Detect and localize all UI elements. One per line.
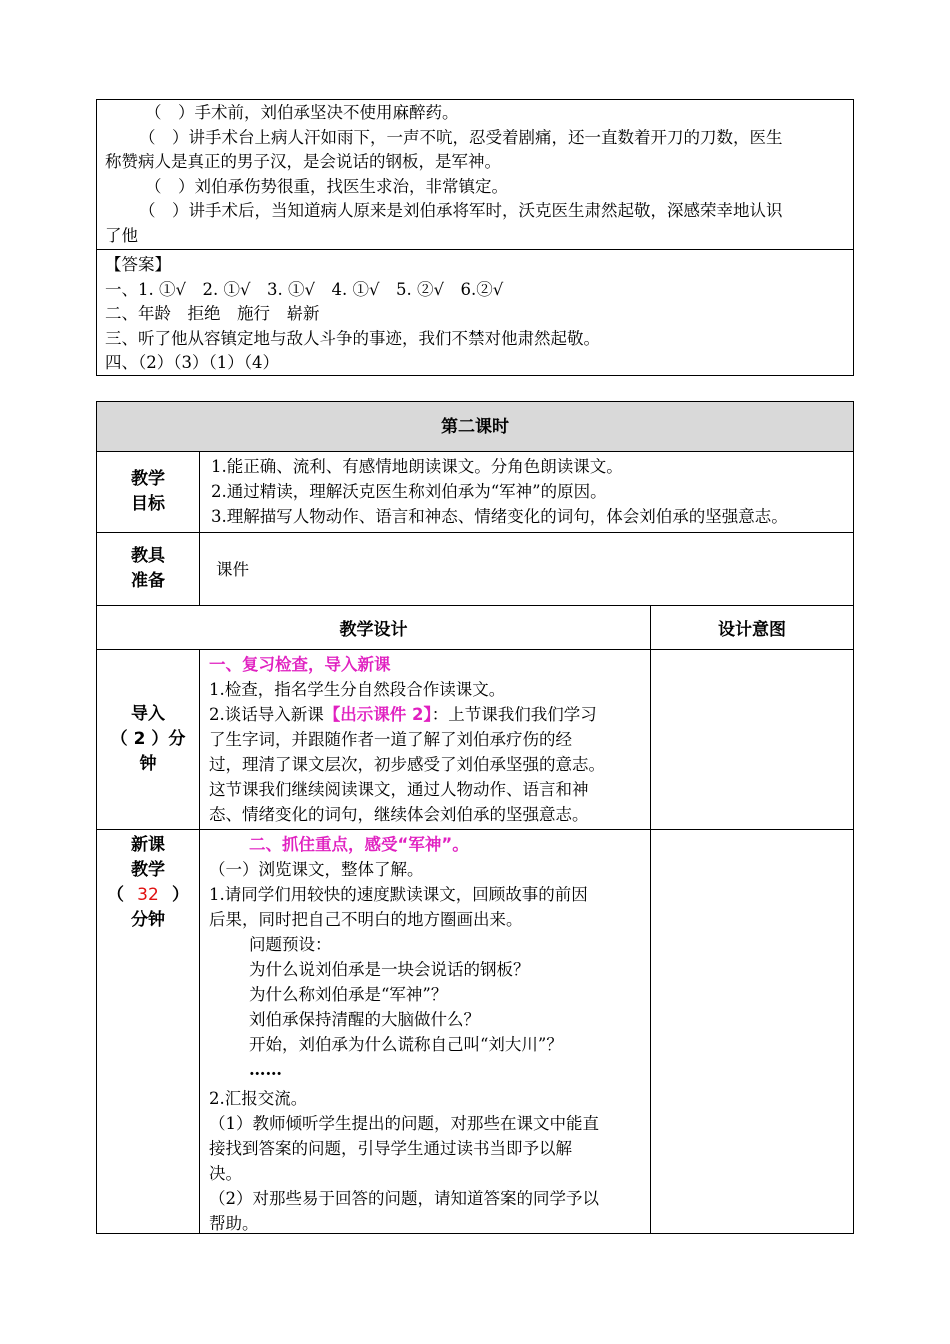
new-lesson-content: [200, 830, 650, 1233]
new-lesson-heading: 二、抓住重点，感受“军神”。: [249, 835, 469, 854]
content-line: 决。: [209, 1164, 242, 1183]
column-divider: [650, 830, 651, 1233]
lesson-title: 第二课时: [97, 402, 853, 452]
content-line: （2）对那些易于回答的问题，请知道答案的同学予以: [209, 1189, 599, 1208]
tools-label: 教具 准备: [97, 533, 200, 605]
answer-line: 一、1. ①√ 2. ①√ 3. ①√ 4. ①√ 5. ②√ 6.②√: [105, 279, 504, 299]
goal-item: 2.通过精读，理解沃克医生称刘伯承为“军神”的原因。: [211, 482, 607, 501]
intro-line: 这节课我们继续阅读课文，通过人物动作、语言和神: [209, 780, 589, 799]
tools-row: [97, 533, 853, 606]
exercise-line: （ ）手术前，刘伯承坚决不使用麻醉药。: [145, 103, 459, 122]
ordering-exercise: [97, 100, 853, 250]
exercise-line: （ ）讲手术台上病人汗如雨下，一声不吭，忍受着剧痛，还一直数着开刀的刀数，医生: [139, 127, 783, 147]
content-line: 后果，同时把自己不明白的地方圈画出来。: [209, 910, 523, 929]
intent-header: 设计意图: [718, 620, 786, 640]
exercise-table: [96, 99, 854, 376]
content-line: （一）浏览课文，整体了解。: [209, 860, 424, 879]
content-line: 帮助。: [209, 1214, 259, 1233]
intro-label: 导入 （ 2 ）分 钟: [97, 650, 200, 829]
answer-section: [97, 250, 853, 376]
exercise-line: 了他: [105, 225, 138, 245]
intro-line: 了生字词，并跟随作者一道了解了刘伯承疗伤的经: [209, 730, 572, 749]
question-line: 刘伯承保持清醒的大脑做什么？: [249, 1010, 480, 1029]
content-line: （1）教师倾听学生提出的问题，对那些在课文中能直: [209, 1114, 599, 1133]
new-lesson-label: 新课 教学 （ 32 ） 分钟: [97, 830, 200, 1233]
question-line: 为什么说刘伯承是一块会说话的钢板？: [249, 960, 530, 979]
intro-line: 过，理清了课文层次，初步感受了刘伯承坚强的意志。: [209, 755, 605, 774]
answer-line: 四、（2）（3）（1）（4）: [105, 353, 279, 372]
content-line: 接找到答案的问题，引导学生通过读书当即予以解: [209, 1139, 572, 1158]
question-line: ……: [249, 1060, 282, 1079]
answer-line: 三、听了他从容镇定地与敌人斗争的事迹，我们不禁对他肃然起敬。: [105, 328, 600, 348]
intro-heading: 一、复习检查，导入新课: [209, 655, 391, 674]
exercise-line: （ ）刘伯承伤势很重，找医生求治，非常镇定。: [145, 176, 508, 196]
intro-line: 2.谈话导入新课【出示课件 2】：上节课我们我们学习: [209, 705, 597, 724]
content-line: 1.请同学们用较快的速度默读课文，回顾故事的前因: [209, 885, 588, 904]
exercise-line: （ ）讲手术后，当知道病人原来是刘伯承将军时，沃克医生肃然起敬，深感荣幸地认识: [139, 201, 783, 220]
lesson-plan-table: [96, 401, 854, 1234]
goals-row: [97, 452, 853, 533]
question-line: 为什么称刘伯承是“军神”？: [249, 985, 448, 1004]
intro-line: 态、情绪变化的词句，继续体会刘伯承的坚强意志。: [209, 805, 589, 824]
courseware-tag: 【出示课件 2】: [323, 705, 432, 724]
exercise-line: 称赞病人是真正的男子汉，是会说话的钢板，是军神。: [105, 152, 501, 171]
question-line: 开始，刘伯承为什么谎称自己叫“刘大川”？: [249, 1035, 563, 1054]
goal-item: 1.能正确、流利、有感情地朗读课文。分角色朗读课文。: [211, 457, 623, 476]
tools-content: 课件: [216, 559, 249, 579]
intro-line: 1.检查，指名学生分自然段合作读课文。: [209, 680, 506, 699]
answer-title: 【答案】: [105, 255, 171, 274]
answer-line: 二、年龄 拒绝 施行 崭新: [105, 304, 320, 323]
design-header-row: [97, 606, 853, 650]
intro-content: [200, 650, 650, 829]
goals-label: 教学 目标: [97, 452, 200, 532]
content-line: 2.汇报交流。: [209, 1089, 308, 1108]
new-lesson-row: [97, 830, 853, 1233]
question-line: 问题预设：: [249, 935, 332, 954]
goal-item: 3.理解描写人物动作、语言和神态、情绪变化的词句，体会刘伯承的坚强意志。: [211, 507, 788, 526]
design-header: 教学设计: [339, 620, 408, 640]
column-divider: [650, 650, 651, 829]
goals-content: [200, 452, 853, 532]
intro-row: [97, 650, 853, 830]
